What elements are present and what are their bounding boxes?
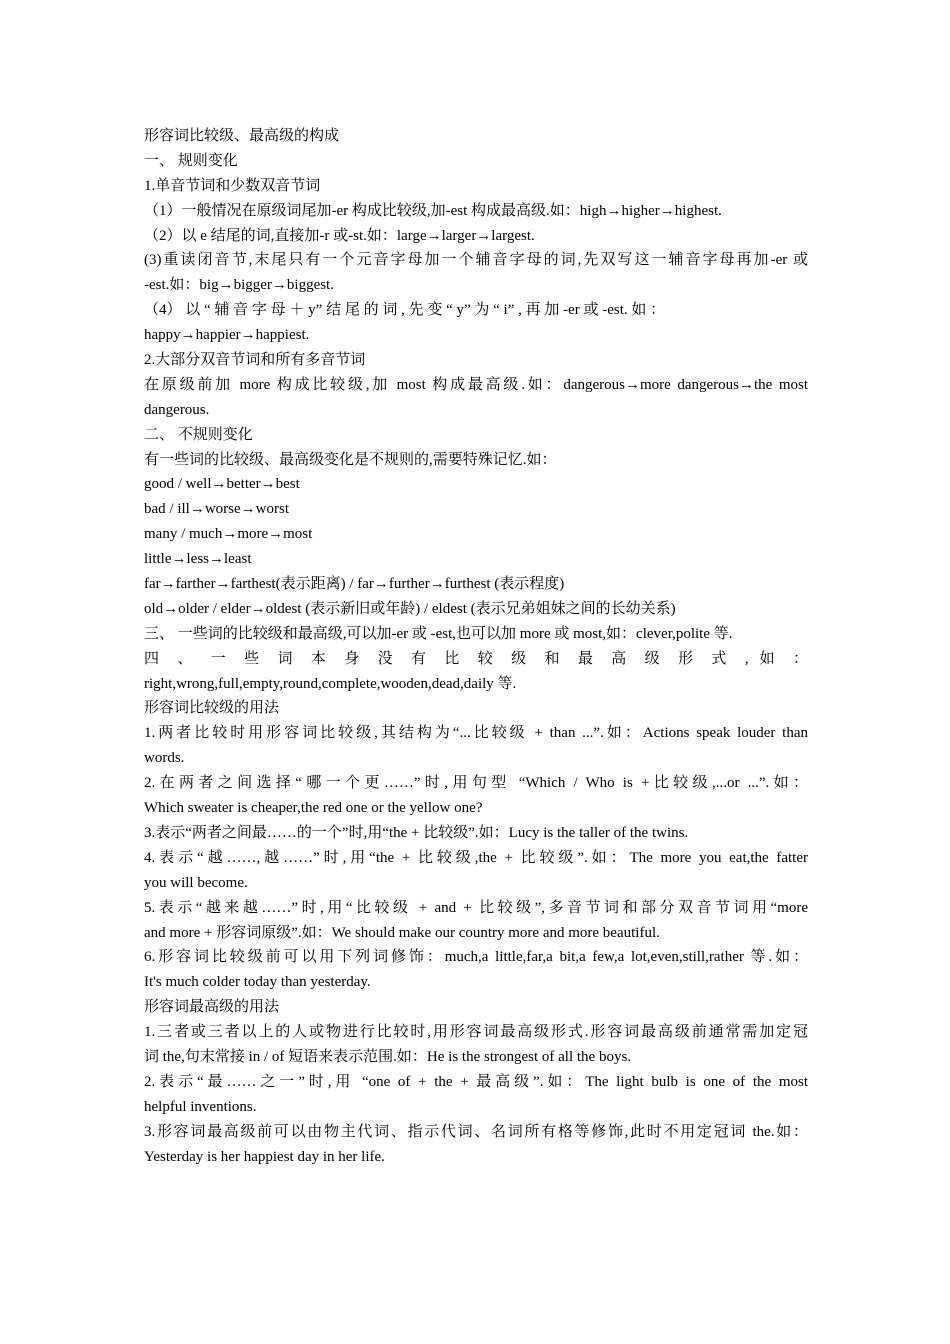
superlative-usage-1: 1.三者或三者以上的人或物进行比较时,用形容词最高级形式.形容词最高级前通常需加定冠 xyxy=(144,1024,808,1041)
heading-formation: 形容词比较级、最高级的构成 xyxy=(144,128,340,144)
irregular-intro: 有一些词的比较级、最高级变化是不规则的,需要特殊记忆.如： xyxy=(144,451,557,468)
rule-4-consonant-y: （4） 以 “ 辅 音 字 母 ＋ y” 结 尾 的 词 , 先 变 “ y” 为 “ i” , 再 加 -er 或 -est. 如 ： xyxy=(144,302,666,319)
superlative-usage-2-cont: helpful inventions. xyxy=(144,1098,257,1115)
irregular-old: old→older / elder→oldest (表示新旧或年龄) / eldest (表示兄弟姐妹之间的长幼关系) xyxy=(144,600,676,617)
rule-1-general: （1）一般情况在原级词尾加-er 构成比较级,加-est 构成最高级.如：high→higher→highest. xyxy=(144,202,722,219)
superlative-usage-2: 2.表示“最……之一”时,用 “one of + the + 最高级”.如：The light bulb is one of the most xyxy=(144,1073,808,1090)
polysyllabic-rule: 在原级前加 more 构成比较级,加 most 构成最高级.如：dangerous→more dangerous→the most xyxy=(144,376,808,393)
section-regular-changes: 一、 规则变化 xyxy=(144,152,238,169)
subsection-polysyllabic: 2.大部分双音节词和所有多音节词 xyxy=(144,352,366,369)
section-four-no-comparison: 四 、 一 些 词 本 身 没 有 比 较 级 和 最 高 级 形 式 , 如 ： xyxy=(144,650,808,667)
comparative-usage-6: 6.形容词比较级前可以用下列词修饰：much,a little,far,a bit,a few,a lot,even,still,rather 等.如： xyxy=(144,949,808,966)
irregular-good: good / well→better→best xyxy=(144,476,300,493)
section-four-examples: right,wrong,full,empty,round,complete,wooden,dead,daily 等. xyxy=(144,675,517,692)
superlative-usage-3: 3.形容词最高级前可以由物主代词、指示代词、名词所有格等修饰,此时不用定冠词 the.如： xyxy=(144,1123,808,1140)
irregular-bad: bad / ill→worse→worst xyxy=(144,501,289,518)
superlative-usage-3-cont: Yesterday is her happiest day in her life. xyxy=(144,1148,385,1165)
rule-3-double-consonant: (3)重读闭音节,末尾只有一个元音字母加一个辅音字母的词,先双写这一辅音字母再加-er 或 xyxy=(144,252,808,269)
section-irregular-changes: 二、 不规则变化 xyxy=(144,426,253,443)
comparative-usage-6-cont: It's much colder today than yesterday. xyxy=(144,974,371,991)
comparative-usage-1-cont: words. xyxy=(144,750,185,767)
comparative-usage-2: 2.在两者之间选择“哪一个更……”时,用句型 “Which / Who is +比较级,...or ...”.如： xyxy=(144,775,808,792)
irregular-many: many / much→more→most xyxy=(144,526,313,543)
document-body xyxy=(144,124,808,1169)
irregular-little: little→less→least xyxy=(144,551,252,568)
heading-comparative-usage: 形容词比较级的用法 xyxy=(144,700,280,717)
rule-2-e-ending: （2）以 e 结尾的词,直接加-r 或-st.如：large→larger→largest. xyxy=(144,227,535,244)
comparative-usage-5-cont: and more + 形容词原级”.如：We should make our country more and more beautiful. xyxy=(144,924,660,941)
comparative-usage-1: 1.两者比较时用形容词比较级,其结构为“...比较级 + than ...”.如：Actions speak louder than xyxy=(144,725,808,742)
comparative-usage-4: 4.表示“越……,越……”时,用“the + 比较级,the + 比较级”.如：The more you eat,the fatter xyxy=(144,849,808,866)
comparative-usage-2-cont: Which sweater is cheaper,the red one or the yellow one? xyxy=(144,800,483,817)
subsection-monosyllabic: 1.单音节词和少数双音节词 xyxy=(144,177,321,194)
comparative-usage-4-cont: you will become. xyxy=(144,874,248,891)
polysyllabic-rule-cont: dangerous. xyxy=(144,401,210,418)
rule-4-example: happy→happier→happiest. xyxy=(144,327,310,344)
comparative-usage-5: 5.表示“越来越……”时,用“比较级 + and + 比较级”,多音节词和部分双音节词用“more xyxy=(144,899,808,916)
heading-superlative-usage: 形容词最高级的用法 xyxy=(144,999,280,1016)
rule-3-example: -est.如：big→bigger→biggest. xyxy=(144,277,334,294)
superlative-usage-1-cont: 词 the,句末常接 in / of 短语来表示范围.如：He is the strongest of all the boys. xyxy=(144,1048,632,1065)
section-three-both-forms: 三、 一些词的比较级和最高级,可以加-er 或 -est,也可以加 more 或 most,如：clever,polite 等. xyxy=(144,625,733,642)
irregular-far: far→farther→farthest(表示距离) / far→further→furthest (表示程度) xyxy=(144,576,565,593)
comparative-usage-3: 3.表示“两者之间最……的一个”时,用“the + 比较级”.如：Lucy is the taller of the twins. xyxy=(144,824,689,841)
